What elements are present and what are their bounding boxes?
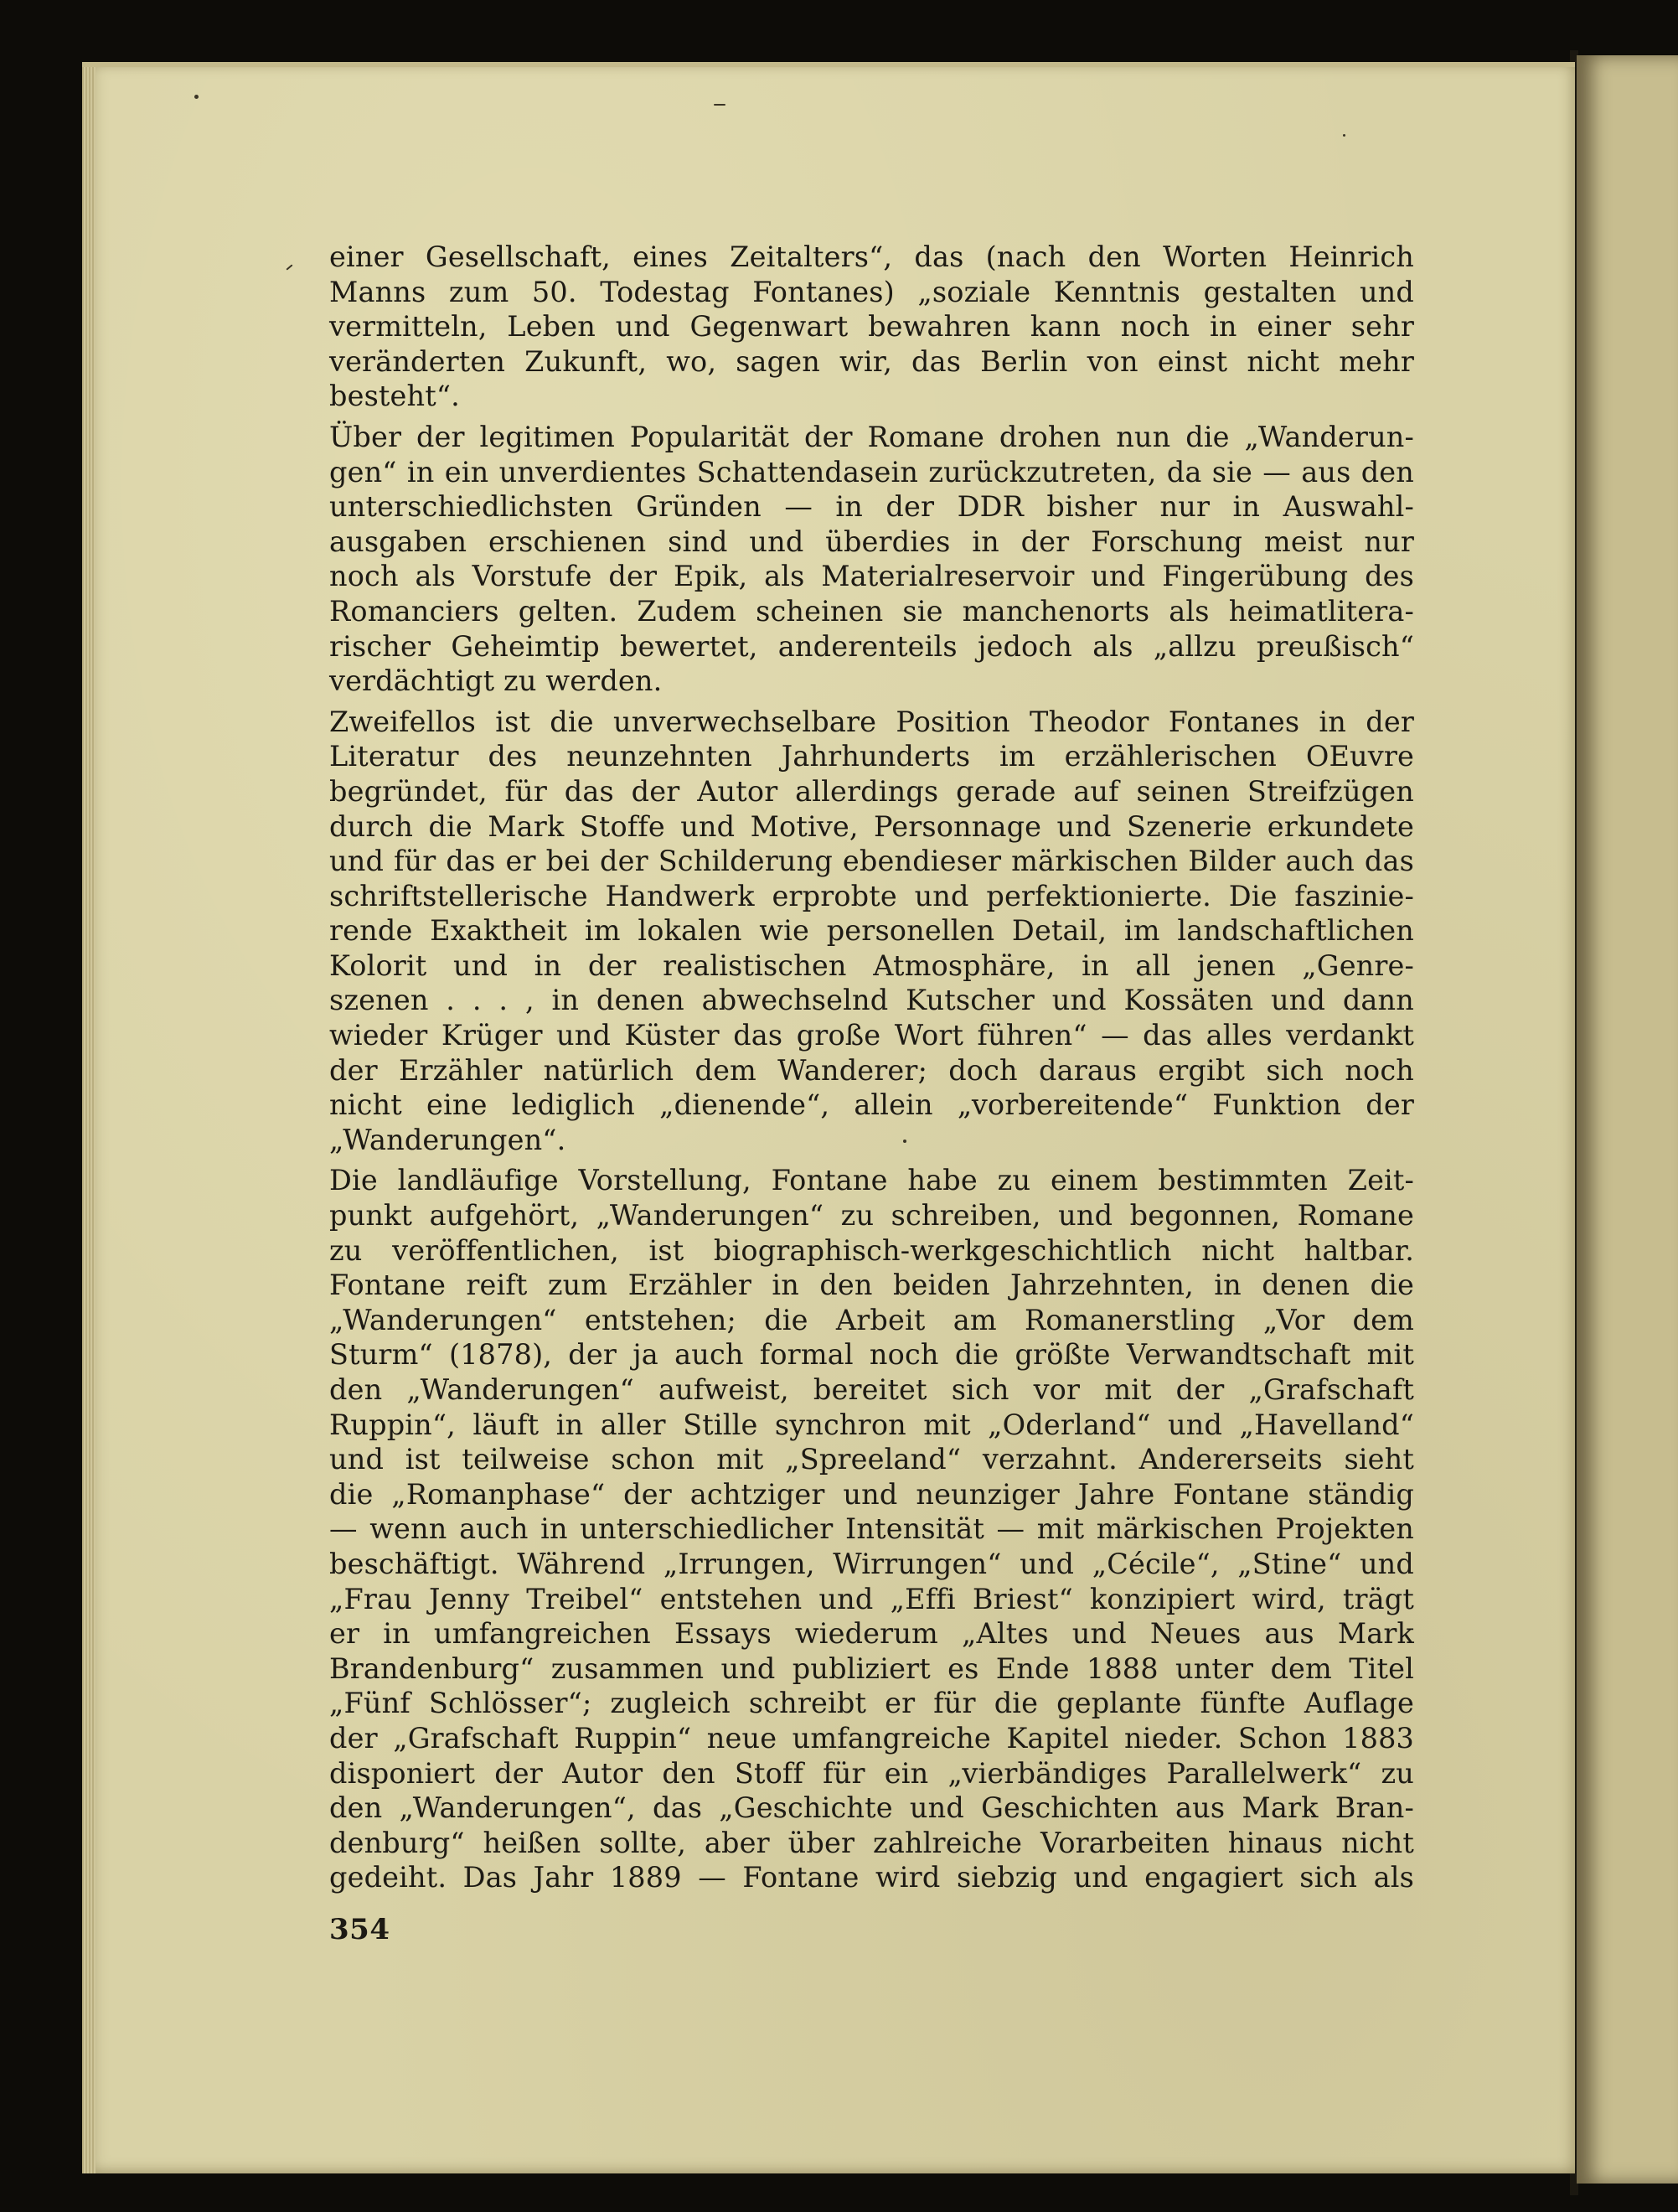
paragraph xyxy=(329,420,1414,699)
text-line: den „Wanderungen“ aufweist, bereitet sich vor mit der „Grafschaft xyxy=(329,1373,1414,1406)
paper-speck xyxy=(194,95,199,99)
page-top-edge xyxy=(82,62,1575,67)
text-line: die „Romanphase“ der achtziger und neunziger Jahre Fontane ständig xyxy=(329,1477,1414,1511)
page-number: 354 xyxy=(329,1913,390,1946)
paragraph xyxy=(329,240,1414,414)
text-line: er in umfangreichen Essays wiederum „Altes und Neues aus Mark xyxy=(329,1617,1414,1651)
text-line: gedeiht. Das Jahr 1889 — Fontane wird siebzig und engagiert sich als xyxy=(329,1861,1414,1894)
text-line: Manns zum 50. Todestag Fontanes) „soziale Kenntnis gestalten und xyxy=(329,275,1414,308)
text-line: rende Exaktheit im lokalen wie personellen Detail, im landschaftlichen xyxy=(329,914,1414,948)
text-line: verdächtigt zu werden. xyxy=(329,664,663,698)
text-line: und für das er bei der Schilderung ebendieser märkischen Bilder auch das xyxy=(329,845,1414,878)
text-line: wieder Krüger und Küster das große Wort führen“ — das alles verdankt xyxy=(329,1019,1414,1052)
text-line: Literatur des neunzehnten Jahrhunderts im erzählerischen OEuvre xyxy=(329,740,1414,773)
text-line: „Frau Jenny Treibel“ entstehen und „Effi Briest“ konzipiert wird, trägt xyxy=(329,1582,1414,1615)
text-line: rischer Geheimtip bewertet, anderenteils jedoch als „allzu preußisch“ xyxy=(329,629,1414,663)
text-line: und ist teilweise schon mit „Spreeland“ verzahnt. Andererseits sieht xyxy=(329,1443,1414,1476)
text-line: disponiert der Autor den Stoff für ein „vierbändiges Parallelwerk“ zu xyxy=(329,1756,1414,1790)
facing-page-edge xyxy=(1577,55,1678,2184)
text-line: Sturm“ (1878), der ja auch formal noch die größte Verwandtschaft mit xyxy=(329,1338,1414,1372)
text-line: beschäftigt. Während „Irrungen, Wirrungen“ und „Cécile“, „Stine“ und xyxy=(329,1547,1414,1580)
text-line: der „Grafschaft Ruppin“ neue umfangreiche Kapitel nieder. Schon 1883 xyxy=(329,1721,1414,1755)
text-line: Die landläufige Vorstellung, Fontane habe zu einem bestimmten Zeit- xyxy=(329,1164,1414,1197)
text-line: begründet, für das der Autor allerdings gerade auf seinen Streifzügen xyxy=(329,774,1414,808)
text-line: vermitteln, Leben und Gegenwart bewahren kann noch in einer sehr xyxy=(329,310,1414,344)
paragraph xyxy=(329,705,1414,1158)
text-line: der Erzähler natürlich dem Wanderer; doch daraus ergibt sich noch xyxy=(329,1053,1414,1087)
text-line: besteht“. xyxy=(329,380,460,413)
text-line: denburg“ heißen sollte, aber über zahlreiche Vorarbeiten hinaus nicht xyxy=(329,1826,1414,1859)
text-line: noch als Vorstufe der Epik, als Materialreservoir und Fingerübung des xyxy=(329,560,1414,593)
text-line: schriftstellerische Handwerk erprobte und perfektionierte. Die faszinie- xyxy=(329,879,1414,912)
text-line: einer Gesellschaft, eines Zeitalters“, das (nach den Worten Heinrich xyxy=(329,240,1414,273)
text-line: Kolorit und in der realistischen Atmosphäre, in all jenen „Genre- xyxy=(329,948,1414,982)
text-line: veränderten Zukunft, wo, sagen wir, das Berlin von einst nicht mehr xyxy=(329,344,1414,378)
paper-speck xyxy=(714,104,725,106)
text-line: ausgaben erschienen sind und überdies in der Forschung meist nur xyxy=(329,525,1414,558)
text-line: Romanciers gelten. Zudem scheinen sie manchenorts als heimatlitera- xyxy=(329,594,1414,628)
text-line: Ruppin“, läuft in aller Stille synchron mit „Oderland“ und „Havelland“ xyxy=(329,1408,1414,1441)
text-line: „Wanderungen“ entstehen; die Arbeit am Romanerstling „Vor dem xyxy=(329,1303,1414,1336)
page-stack-edge xyxy=(82,62,96,2173)
paragraph xyxy=(329,1163,1414,1894)
text-line: unterschiedlichsten Gründen — in der DDR bisher nur in Auswahl- xyxy=(329,490,1414,524)
text-line: Über der legitimen Popularität der Romane drohen nun die „Wanderun- xyxy=(329,420,1414,453)
text-line: szenen . . . , in denen abwechselnd Kutscher und Kossäten und dann xyxy=(329,984,1414,1017)
text-line: den „Wanderungen“, das „Geschichte und Geschichten aus Mark Bran- xyxy=(329,1791,1414,1825)
body-text xyxy=(329,240,1414,1901)
text-line: punkt aufgehört, „Wanderungen“ zu schreiben, und begonnen, Romane xyxy=(329,1199,1414,1233)
text-line: nicht eine lediglich „dienende“, allein „vorbereitende“ Funktion der xyxy=(329,1088,1414,1122)
text-line: zu veröffentlichen, ist biographisch-werkgeschichtlich nicht haltbar. xyxy=(329,1233,1414,1267)
text-line: — wenn auch in unterschiedlicher Intensität — mit märkischen Projekten xyxy=(329,1512,1414,1546)
text-line: „Wanderungen“. xyxy=(329,1123,566,1156)
text-line: gen“ in ein unverdientes Schattendasein zurückzutreten, da sie — aus den xyxy=(329,455,1414,488)
text-line: Brandenburg“ zusammen und publiziert es Ende 1888 unter dem Titel xyxy=(329,1651,1414,1685)
text-line: Fontane reift zum Erzähler in den beiden Jahrzehnten, in denen die xyxy=(329,1269,1414,1302)
paper-speck xyxy=(1343,134,1345,137)
text-line: „Fünf Schlösser“; zugleich schreibt er für die geplante fünfte Auflage xyxy=(329,1687,1414,1720)
text-line: durch die Mark Stoffe und Motive, Personnage und Szenerie erkundete xyxy=(329,809,1414,843)
text-line: Zweifellos ist die unverwechselbare Position Theodor Fontanes in der xyxy=(329,705,1414,738)
